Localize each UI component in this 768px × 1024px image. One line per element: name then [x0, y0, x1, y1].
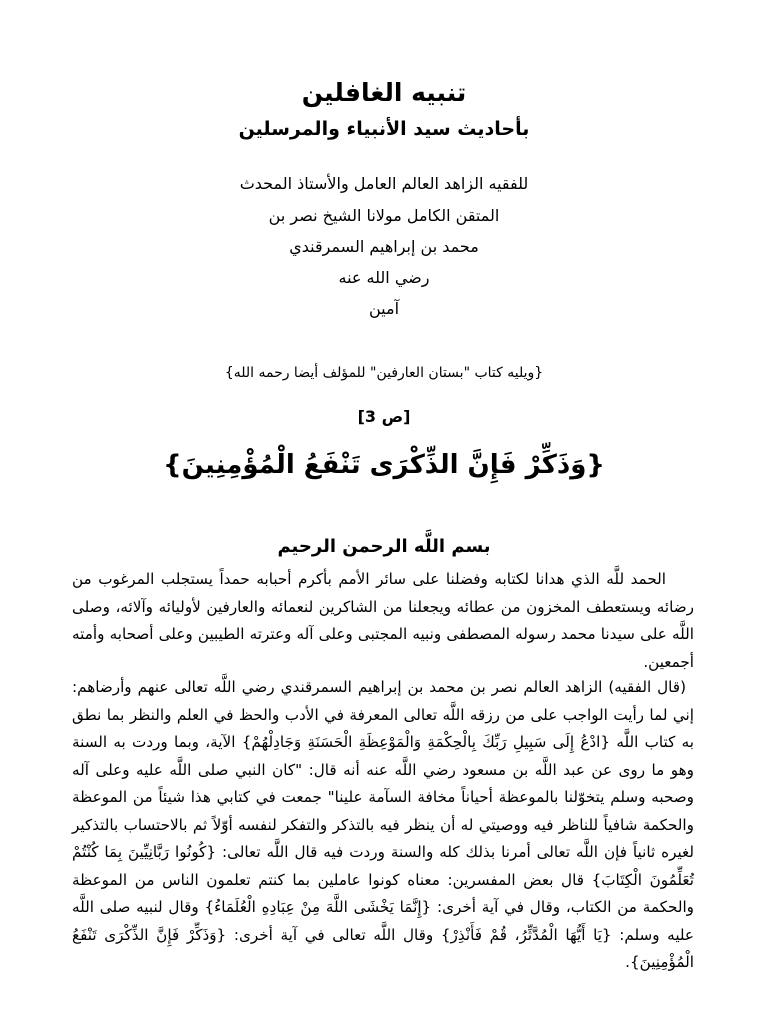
- body-paragraph: (قال الفقيه) الزاهد العالم نصر بن محمد بن إبراهيم السمرقندي رضي اللَّه تعالى عنهم وأرضاهم: إني لما رأيت الواجب على من رزقه اللَّه تعالى المعرفة في الأدب والحظ في العلم والنظر بما نطق به كتاب اللَّه {ادْعُ إِلَى سَبِيلِ رَبِّكَ بِالْحِكْمَةِ وَالْمَوْعِظَةِ الْحَسَنَةِ وَجَادِلْهُمْ} الآية، وبما وردت به السنة وهو ما روى عن عبد اللَّه بن مسعود رضي اللَّه عنه أنه قال: "كان النبي صلى اللَّه عليه وعلى آله وصحبه وسلم يتخوّلنا بالموعظة أحياناً مخافة السآمة علينا" جمعت في كتابي هذا شيئاً من الموعظة والحكمة شافياً للناظر فيه ووصيتي له أن ينظر فيه بالتذكر والتفكر لنفسه أوّلاً ثم بالاحتساب بالتذكير لغيره ثانياً فإن اللَّه تعالى أمرنا بذلك كله والسنة وردت فيه قال اللَّه تعالى: {كُونُوا رَبَّانِيِّينَ بِمَا كُنْتُمْ تُعَلِّمُونَ الْكِتَابَ} قال بعض المفسرين: معناه كونوا عاملين بما كنتم تعلمون الناس من الموعظة والحكمة من الكتاب، وقال في آية أخرى: {إِنَّمَا يَخْشَى اللَّهَ مِنْ عِبَادِهِ الْعُلَمَاءُ} وقال لنبيه صلى اللَّه عليه وسلم: {يَا أَيُّهَا الْمُدَّثِّرُ، قُمْ فَأَنْذِرْ} وقال اللَّه تعالى في آية أخرى: {وَذَكِّرْ فَإِنَّ الذِّكْرَى تَنْفَعُ الْمُؤْمِنِينَ}.: [72, 678, 694, 971]
- body-paragraph: الحمد للَّه الذي هدانا لكتابه وفضلنا على سائر الأمم بأكرم أحبابه حمداً يستجلب المرغوب من رضائه ويستعطف المخزون من عطائه ويجعلنا من الشاكرين لنعمائه والعارفين لأوليائه وآلائه، وصلى اللَّه على سيدنا محمد رسوله المصطفى ونبيه المجتبى وعلى آله وعترته الطيبين وعلى أصحابه وأمته أجمعين.: [72, 570, 694, 671]
- author-line: للفقيه الزاهد العالم العامل والأستاذ المحدث: [239, 174, 529, 193]
- author-line: آمين: [368, 299, 400, 318]
- basmala-heading: بسم اللَّه الرحمن الرحيم: [277, 536, 491, 557]
- quran-verse-heading: {وَذَكِّرْ فَإِنَّ الذِّكْرَى تَنْفَعُ الْمُؤْمِنِينَ}: [163, 450, 605, 480]
- book-title: تنبيه الغافلين: [301, 78, 467, 107]
- author-line: رضي الله عنه: [338, 268, 430, 287]
- author-line: المتقن الكامل مولانا الشيخ نصر بن: [268, 206, 500, 225]
- author-line: محمد بن إبراهيم السمرقندي: [289, 237, 479, 256]
- book-subtitle: بأحاديث سيد الأنبياء والمرسلين: [238, 118, 530, 140]
- companion-book-note: {ويليه كتاب "بستان العارفين" للمؤلف أيضا رحمه الله}: [224, 365, 544, 381]
- page-reference: [ص 3]: [357, 407, 411, 426]
